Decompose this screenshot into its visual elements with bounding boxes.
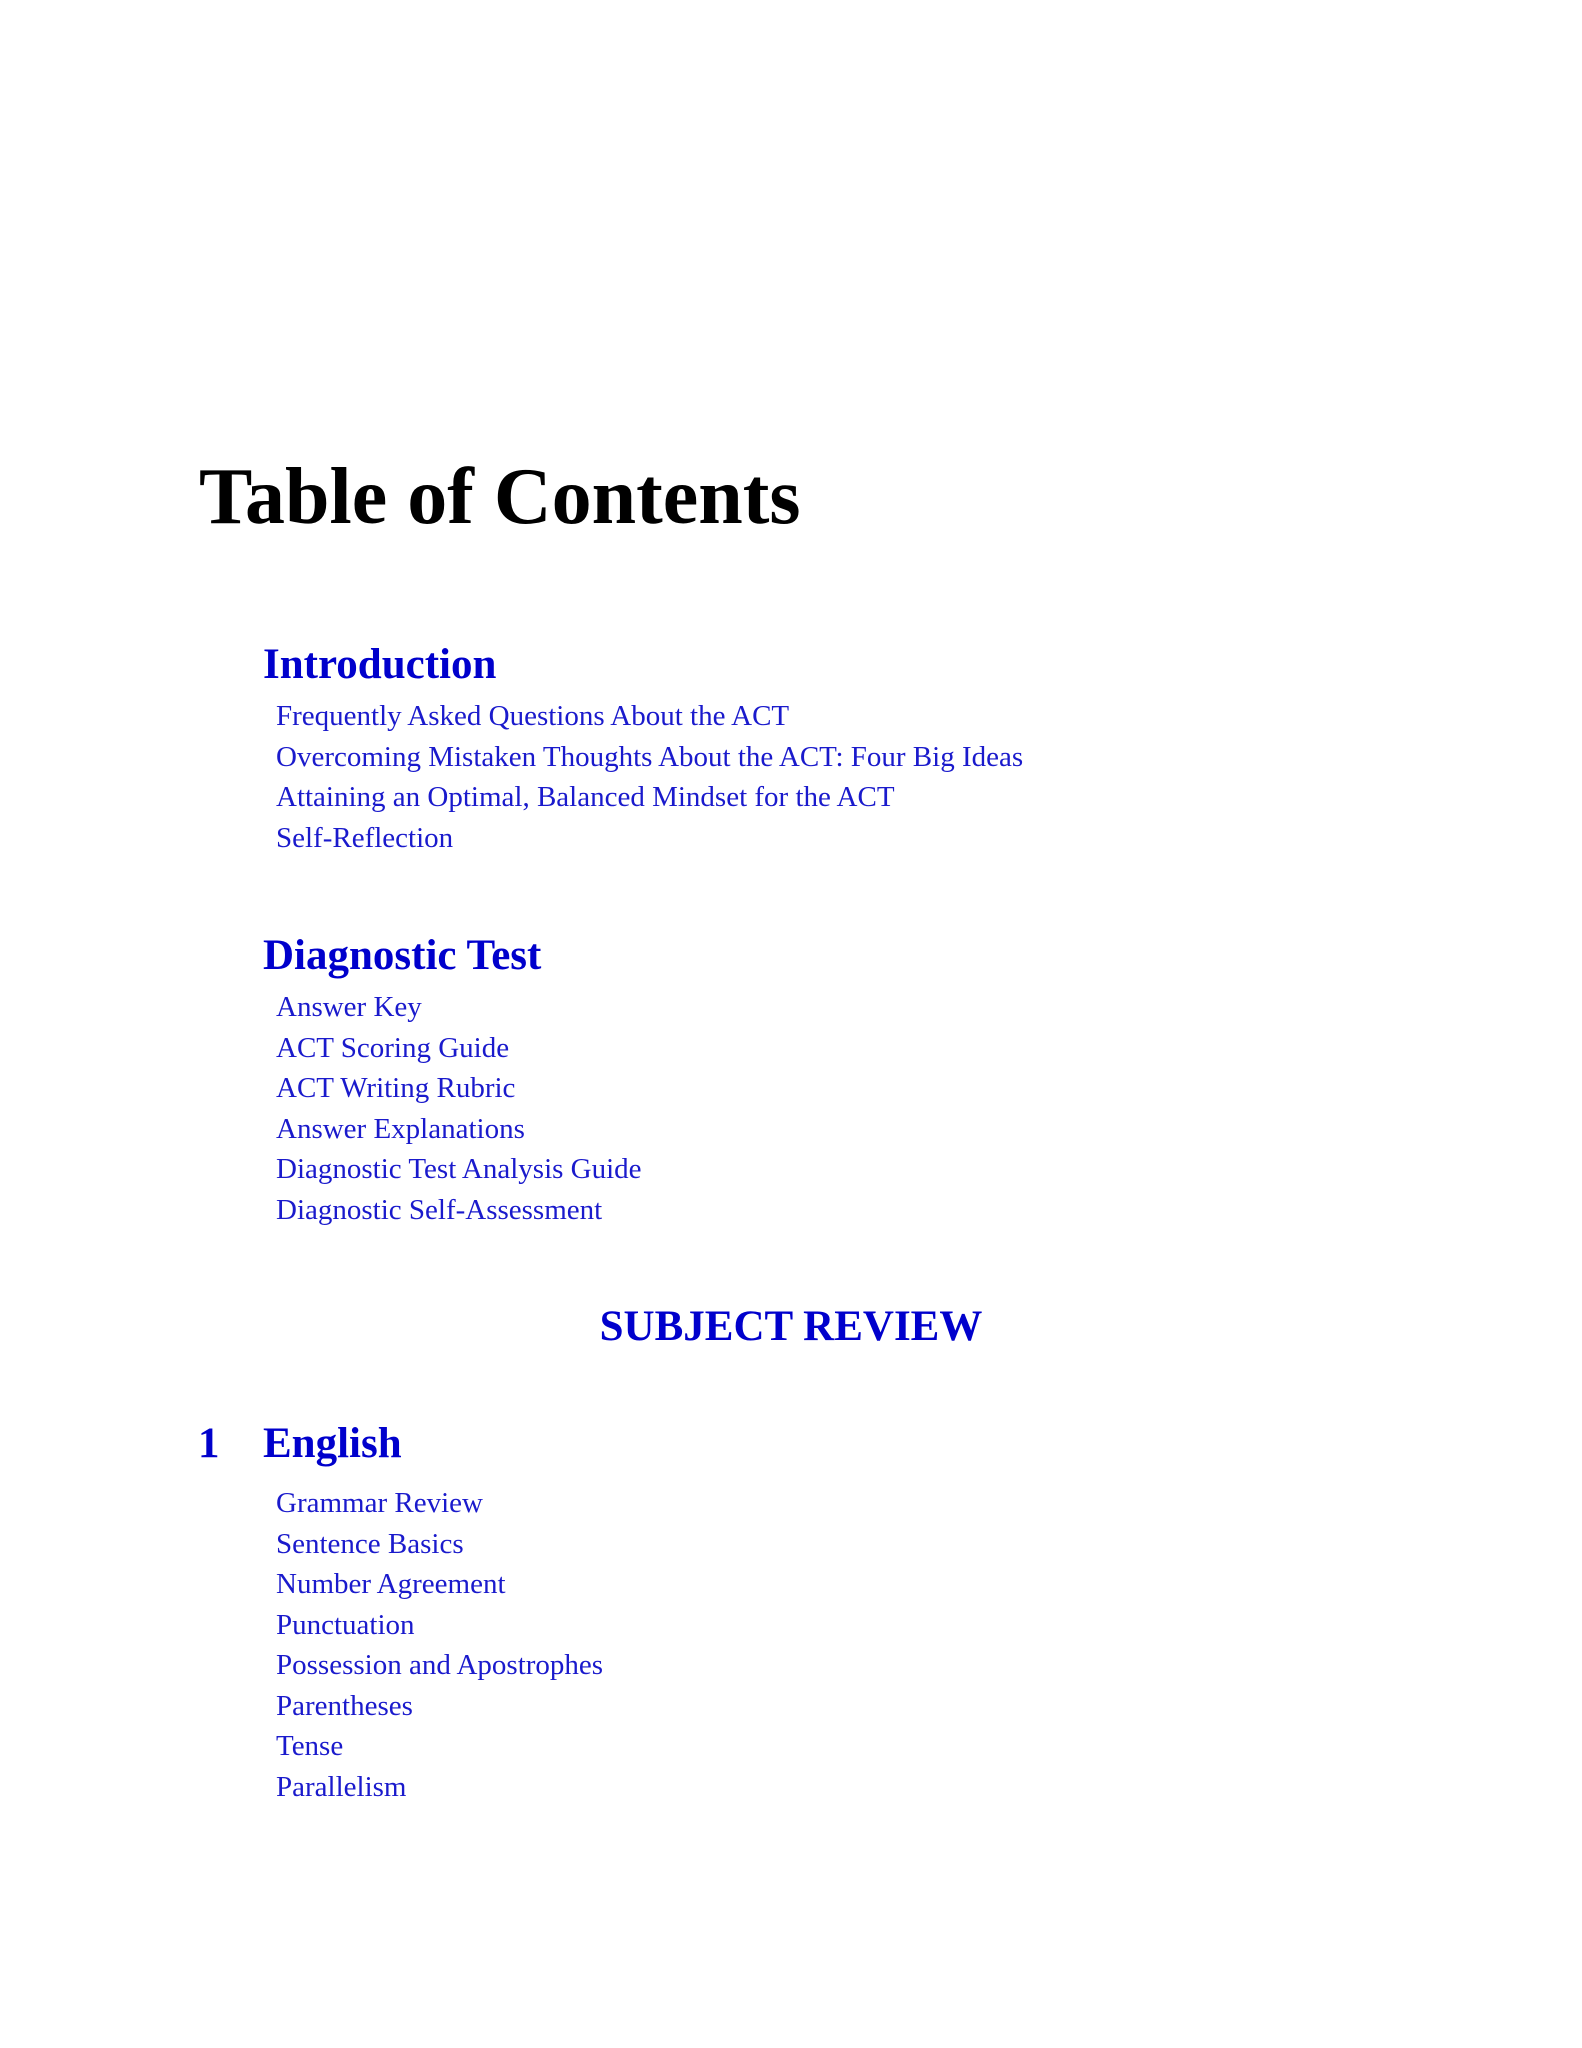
toc-link-writing-rubric[interactable]: ACT Writing Rubric <box>276 1072 516 1105</box>
toc-link-answer-key[interactable]: Answer Key <box>276 991 422 1024</box>
toc-link-grammar-review[interactable]: Grammar Review <box>276 1487 483 1520</box>
toc-link-possession-apostrophes[interactable]: Possession and Apostrophes <box>276 1649 604 1682</box>
toc-link-parentheses[interactable]: Parentheses <box>276 1689 413 1722</box>
toc-link-analysis-guide[interactable]: Diagnostic Test Analysis Guide <box>276 1153 642 1186</box>
toc-link-faq[interactable]: Frequently Asked Questions About the ACT <box>276 700 790 733</box>
section-heading-introduction[interactable]: Introduction <box>263 641 497 688</box>
toc-link-parallelism[interactable]: Parallelism <box>276 1770 407 1803</box>
toc-link-answer-explanations[interactable]: Answer Explanations <box>276 1112 525 1145</box>
toc-link-sentence-basics[interactable]: Sentence Basics <box>276 1527 464 1560</box>
part-heading-subject-review[interactable]: SUBJECT REVIEW <box>599 1303 983 1350</box>
section-introduction <box>263 641 1023 858</box>
toc-link-self-assessment[interactable]: Diagnostic Self-Assessment <box>276 1193 603 1226</box>
english-entries <box>276 1483 603 1807</box>
toc-link-scoring-guide[interactable]: ACT Scoring Guide <box>276 1031 510 1064</box>
chapter-title: English <box>263 1420 402 1467</box>
toc-link-balanced-mindset[interactable]: Attaining an Optimal, Balanced Mindset for the ACT <box>276 781 895 814</box>
toc-link-mistaken-thoughts[interactable]: Overcoming Mistaken Thoughts About the ACT: Four Big Ideas <box>276 740 1024 773</box>
diagnostic-entries <box>276 987 642 1230</box>
section-diagnostic-test <box>263 932 642 1230</box>
toc-link-number-agreement[interactable]: Number Agreement <box>276 1568 506 1601</box>
section-heading-english[interactable] <box>198 1420 603 1467</box>
introduction-entries <box>276 696 1023 858</box>
toc-link-punctuation[interactable]: Punctuation <box>276 1608 415 1641</box>
section-english <box>198 1420 604 1807</box>
toc-link-self-reflection[interactable]: Self-Reflection <box>276 821 454 854</box>
section-heading-diagnostic-test[interactable]: Diagnostic Test <box>263 932 542 979</box>
chapter-number: 1 <box>198 1420 220 1467</box>
page-title: Table of Contents <box>199 453 801 541</box>
toc-link-tense[interactable]: Tense <box>276 1730 344 1763</box>
